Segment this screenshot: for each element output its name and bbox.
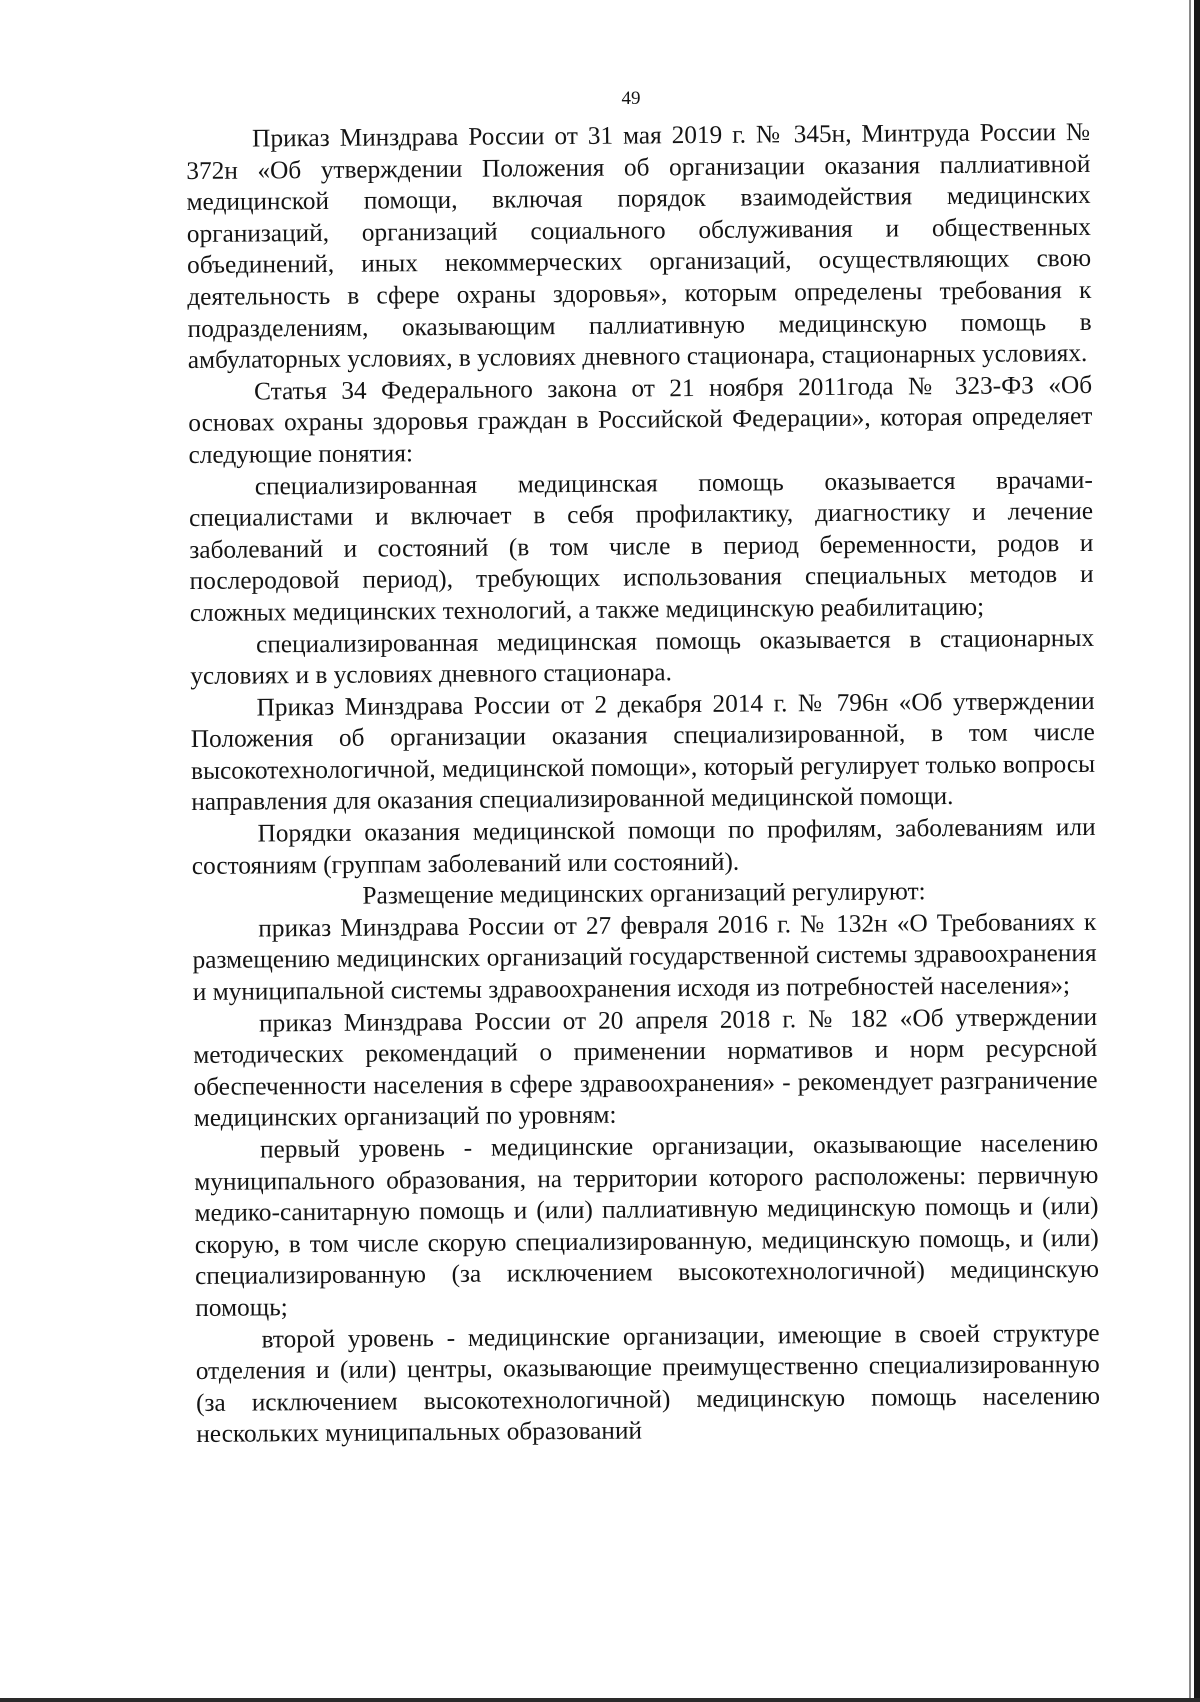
scan-edge-bottom [0, 1698, 1200, 1702]
paragraph-care-procedures: Порядки оказания медицинской помощи по профилям, заболеваниям или состояниям (группам заболеваний или состояний). [191, 812, 1096, 880]
paragraph-article-34: Статья 34 Федерального закона от 21 ноября 2011года № 323-ФЗ «Об основах охраны здоровья граждан в Российской Федерации», которая определяет следующие понятия: [188, 370, 1093, 469]
paragraph-palliative-order: Приказ Минздрава России от 31 мая 2019 г. № 345н, Минтруда России № 372н «Об утверждении Положения об организации оказания паллиативной медицинской помощи, включая порядок взаимодействия медицинских организаций, организаций социального обслуживания и общественных объединений, иных некоммерческих организаций, осуществляющих свою деятельность в сфере охраны здоровья», которым определены требования к подразделениям, оказывающим паллиативную медицинскую помощь в амбулаторных условиях, в условиях дневного стационара, стационарных условиях. [186, 117, 1092, 375]
page-number: 49 [621, 88, 641, 109]
paragraph-placement-heading: Размещение медицинских организаций регулируют: [362, 877, 926, 910]
paragraph-specialized-care-conditions: специализированная медицинская помощь оказывается в стационарных условиях и в условиях дневного стационара. [190, 623, 1095, 691]
paragraph-second-level: второй уровень - медицинские организации, имеющие в своей структуре отделения и (или) центры, оказывающие преимущественно специализированную (за исключением высокотехнологичной) медицинскую помощь населению нескольких муниципальных образований [195, 1318, 1101, 1449]
document-body [186, 117, 1100, 1451]
paragraph-first-level: первый уровень - медицинские организации, оказывающие населению муниципального образования, на территории которого расположены: первичную медико-санитарную помощь и (или) паллиативную медицинскую помощь и (или) скорую, в том числе скорую специализированную, медицинскую помощь, и (или) специализированную (за исключением высокотехнологичной) медицинскую помощь; [194, 1128, 1100, 1322]
paragraph-order-182: приказ Минздрава России от 20 апреля 2018 г. № 182 «Об утверждении методических рекомендаций о применении нормативов и норм ресурсной обеспеченности населения в сфере здравоохранения» - рекомендует разграничение медицинских организаций по уровням: [193, 1002, 1098, 1133]
paragraph-specialized-care-definition: специализированная медицинская помощь оказывается врачами-специалистами и включает в себя профилактику, диагностику и лечение заболеваний и состояний (в том числе в период беременности, родов и послеродовой период), требующих использования специальных методов и сложных медицинских технологий, а также медицинскую реабилитацию; [188, 465, 1094, 627]
paragraph-order-796n: Приказ Минздрава России от 2 декабря 2014 г. № 796н «Об утверждении Положения об организации оказания специализированной, в том числе высокотехнологичной, медицинской помощи», который регулирует только вопросы направления для оказания специализированной медицинской помощи. [190, 686, 1096, 817]
paragraph-order-132n: приказ Минздрава России от 27 февраля 2016 г. № 132н «О Требованиях к размещению медицинских организаций государственной системы здравоохранения и муниципальной системы здравоохранения исходя из потребностей населения»; [192, 907, 1097, 1007]
scan-edge-right [1194, 0, 1200, 1702]
scan-edge-right-inner [1189, 0, 1191, 1702]
